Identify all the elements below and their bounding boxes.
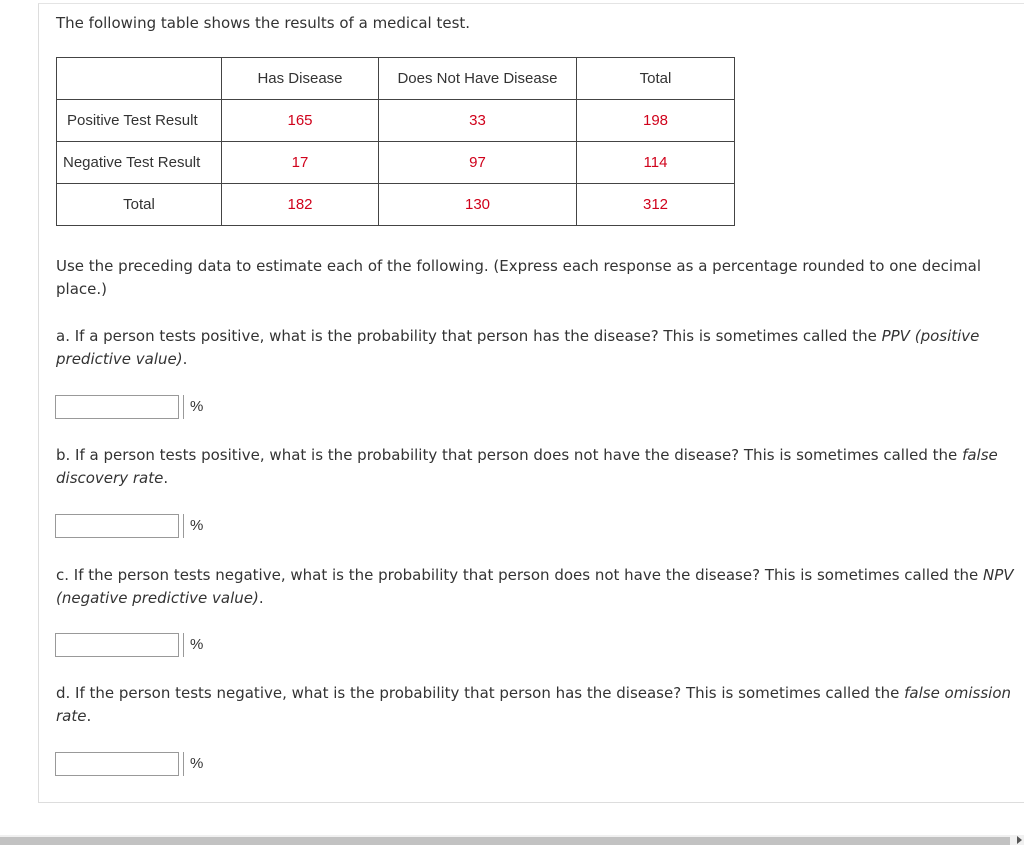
question-a-term: PPV (positive predictive value) [56,327,980,368]
cell-positive-no-disease: 33 [379,100,577,142]
cell-positive-has-disease: 165 [222,100,379,142]
scrollbar-thumb[interactable] [0,837,1010,845]
cell-negative-total: 114 [577,142,735,184]
answer-b-unit: % [183,514,203,538]
question-a-end: . [182,350,188,368]
question-c [56,564,1016,610]
table-row-positive [57,100,735,142]
question-d-text: d. If the person tests negative, what is the probability that person has the disease? This is sometimes called the [56,684,905,702]
col-header-no-disease: Does Not Have Disease [379,58,577,100]
col-header-total: Total [577,58,735,100]
corner-cell [57,58,222,100]
question-b [56,444,1016,490]
answer-d-input[interactable] [55,752,179,776]
question-c-text: c. If the person tests negative, what is the probability that person does not have the disease? This is sometimes called the [56,566,983,584]
answer-c-unit: % [183,633,203,657]
cell-positive-total: 198 [577,100,735,142]
answer-d [55,752,203,776]
answer-c-input[interactable] [55,633,179,657]
cell-total-has-disease: 182 [222,184,379,226]
row-header-total: Total [57,184,222,226]
cell-negative-has-disease: 17 [222,142,379,184]
cell-negative-no-disease: 97 [379,142,577,184]
horizontal-scrollbar[interactable] [0,835,1024,845]
table-header-row [57,58,735,100]
question-b-end: . [163,469,169,487]
question-d-end: . [86,707,92,725]
answer-a-input[interactable] [55,395,179,419]
results-table [56,57,735,226]
answer-a-unit: % [183,395,203,419]
cell-total-total: 312 [577,184,735,226]
row-header-positive: Positive Test Result [57,100,222,142]
answer-d-unit: % [183,752,203,776]
question-a-text: a. If a person tests positive, what is the probability that person has the disease? This is sometimes called the [56,327,882,345]
question-b-text: b. If a person tests positive, what is the probability that person does not have the disease? This is sometimes called the [56,446,963,464]
row-header-negative: Negative Test Result [57,142,222,184]
question-a [56,325,1016,371]
instructions-text: Use the preceding data to estimate each of the following. (Express each response as a percentage rounded to one decimal place.) [56,257,982,298]
question-c-term: NPV (negative predictive value) [56,566,1014,607]
answer-c [55,633,203,657]
cell-total-no-disease: 130 [379,184,577,226]
scroll-right-arrow-icon[interactable] [1017,836,1022,844]
table-row-negative [57,142,735,184]
question-d-term: false omission rate [56,684,1011,725]
answer-b [55,514,203,538]
question-d [56,682,1016,728]
intro-text: The following table shows the results of a medical test. [56,14,471,32]
question-b-term: false discovery rate [56,446,998,487]
answer-a [55,395,203,419]
col-header-has-disease: Has Disease [222,58,379,100]
question-c-end: . [258,589,264,607]
table-row-total [57,184,735,226]
answer-b-input[interactable] [55,514,179,538]
